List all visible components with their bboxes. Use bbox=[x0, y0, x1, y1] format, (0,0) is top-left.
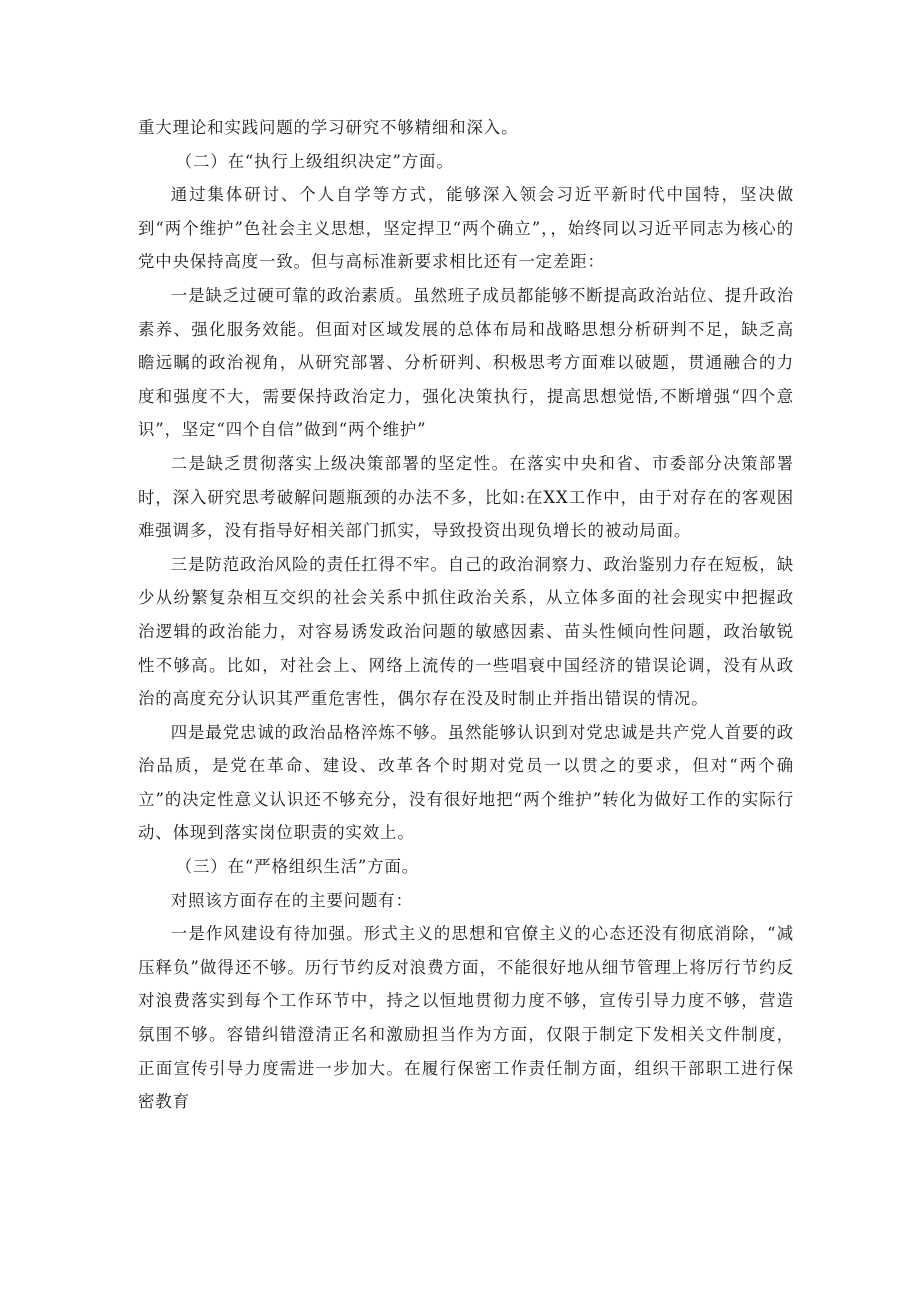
paragraph-point-1: 一是缺乏过硬可靠的政治素质。虽然班子成员都能够不断提高政治站位、提升政治素养、强化服务效能。但面对区域发展的总体布局和战略思想分析研判不足，缺乏高瞻远瞩的政治视角，从研究部署、分析研判、积极思考方面难以破题，贯通融合的力度和强度不大，需要保持政治定力，强化决策执行，提高思想觉悟,不断增强“四个意识”，坚定“四个自信”做到“两个维护” bbox=[138, 285, 794, 440]
paragraph-continuation: 重大理论和实践问题的学习研究不够精细和深入。 bbox=[138, 118, 519, 137]
paragraph-point-3: 三是防范政治风险的责任扛得不牢。自己的政治洞察力、政治鉴别力存在短板，缺少从纷繁复杂相互交织的社会关系中抓住政治关系，从立体多面的社会现实中把握政治逻辑的政治能力，对容易诱发政治问题的敏感因素、苗头性倾向性问题，政治敏锐性不够高。比如，对社会上、网络上流传的一些唱衰中国经济的错误论调，没有从政治的高度充分认识其严重危害性，偶尔存在没及时制止并指出错误的情况。 bbox=[138, 554, 794, 709]
paragraph-point-2: 二是缺乏贯彻落实上级决策部署的坚定性。在落实中央和省、市委部分决策部署时，深入研究思考破解问题瓶颈的办法不多，比如:在XX工作中，由于对存在的客观困难强调多，没有指导好相关部门抓实，导致投资出现负增长的被动局面。 bbox=[138, 453, 794, 541]
paragraph-point-4: 四是最党忠诚的政治品格淬炼不够。虽然能够认识到对党忠诚是共产党人首要的政治品质，是党在革命、建设、改革各个时期对党员一以贯之的要求，但对“两个确立”的决定性意义认识还不够充分，没有很好地把“两个维护”转化为做好工作的实际行动、体现到落实岗位职责的实效上。 bbox=[138, 722, 794, 843]
document-body bbox=[138, 111, 794, 1119]
section-heading-2: （二）在“执行上级组织决定”方面。 bbox=[175, 151, 454, 171]
paragraph-problems-intro: 对照该方面存在的主要问题有： bbox=[170, 890, 413, 910]
paragraph-point-1-style: 一是作风建设有待加强。形式主义的思想和官僚主义的心态还没有彻底消除，“减压释负”做得还不够。历行节约反对浪费方面，不能很好地从细节管理上将厉行节约反对浪费落实到每个工作环节中，持之以恒地贯彻力度不够，宣传引导力度不够，营造氛围不够。容错纠错澄清正名和激励担当作为方面，仅限于制定下发相关文件制度，正面宣传引导力度需进一步加大。在履行保密工作责任制方面，组织干部职工进行保密教育 bbox=[138, 924, 794, 1112]
paragraph-intro: 通过集体研讨、个人自学等方式，能够深入领会习近平新时代中国特，坚决做到“两个维护”色社会主义思想，坚定捍卫“两个确立”，，始终同以习近平同志为核心的党中央保持高度一致。但与高标准新要求相比还有一定差距： bbox=[138, 185, 794, 272]
section-heading-3: （三）在“严格组织生活”方面。 bbox=[175, 857, 420, 877]
